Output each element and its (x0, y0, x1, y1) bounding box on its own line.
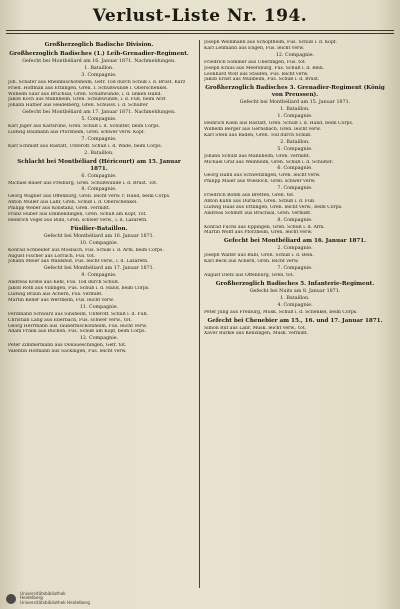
section-subheading: 12. Compagnie. (79, 336, 119, 342)
section-heading: Großherzoglich Badisches 5. Infanterie-Regiment. (215, 280, 375, 287)
section-subheading: 7. Compagnie. (277, 266, 313, 272)
section-subheading: Gefecht bei Montbéliard am 17. Januar 1871. (43, 266, 155, 272)
casualty-entry: Ferdinand Schwarz aus Sinsheim, Unteroff. Schuß i. d. Fuß. (8, 311, 149, 317)
casualty-entry: Ludwig Baumann aus Pforzheim, Gren. schwer verw. Kopf. (8, 129, 145, 135)
section-subheading: Gefecht bei Montbéliard am 17. Januar 1871. Nachmeldungen. (22, 110, 176, 116)
casualty-entry: Johann Hafner aus Heidelberg, Gren. Schussv. i. d. Schulter (8, 103, 148, 109)
section-subheading: 5. Compagnie. (81, 117, 117, 123)
section-subheading: Gefecht bei Montbéliard am 16. Januar 1871. Nachmeldungen. (22, 59, 176, 64)
casualty-entry: Karl Schmidt aus Rastatt, Unteroff. Schuß i. d. Wade, beim Corps. (8, 143, 163, 149)
section-subheading: 6. Compagnie. (277, 166, 313, 172)
section-subheading: 2. Bataillon. (84, 150, 114, 156)
casualty-entry: Philipp Weber aus Konstanz, Gren. vermißt. (8, 206, 111, 212)
casualty-entry: Valentin Hofmann aus Säckingen, Füs. leicht verw. (8, 349, 127, 355)
section-heading: Füsilier-Bataillon. (70, 225, 128, 232)
casualty-entry: Franz Huber aus Emmendingen, Gren. Schuß am Kopf, Tot. (8, 212, 147, 218)
section-subheading: 12. Compagnie. (275, 52, 315, 58)
footer-line-3: Universitätsbibliothek Heidelberg (20, 600, 90, 606)
casualty-entry: Heinrich Vogel aus Bühl, Gren. schwer verw., i. d. Lazareth. (8, 217, 148, 223)
casualty-entry: Johann Schulz aus Mannheim, Gren. vermißt. (204, 153, 311, 159)
section-subheading: 1. Compagnie. (277, 114, 313, 120)
casualty-entry: Joseph Kraus aus Meersburg, Füs. Schuß i. d. Bein. (204, 65, 325, 71)
casualty-entry: August Fischer aus Lörrach, Füs. tot. (8, 253, 96, 259)
section-subheading: 7. Compagnie. (81, 136, 117, 142)
casualty-entry: Karl Jäger aus Karlsruhe, Gren. Schuß i. d. Schulter, beim Corps. (8, 124, 160, 130)
casualty-entry: Karl Beck aus Achern, Gren. leicht verw. (204, 259, 299, 265)
casualty-entry: Peter Jung aus Freiburg, Musk. Schuß i. d. Schenkel, beim Corps. (204, 309, 358, 315)
library-footer (6, 592, 90, 606)
casualty-entry: Christian Lang aus Eberbach, Füs. schwer verw., tot. (8, 317, 132, 323)
casualty-entry: Georg Hahn aus Schwetzingen, Gren. leicht verw. (204, 173, 321, 179)
section-subheading: Gefecht bei Nuits am 8. Januar 1871. (249, 288, 341, 294)
casualty-entry: Andreas Schmitt aus Bruchsal, Gren. vermißt. (204, 210, 312, 216)
casualty-entry: Jakob Koch aus Mannheim, Gren. Schußwunde, i. d. Fuß, beim Arzt (8, 97, 166, 103)
casualty-entry: Joh. Schäfer aus Rheinbischofsheim, Gefr. Tod durch Schuß i. d. Brust. Kurz (8, 79, 186, 85)
title-rule (6, 30, 394, 31)
library-logo-icon (6, 594, 16, 604)
section-subheading: 5. Compagnie. (277, 146, 313, 152)
casualty-entry: Philipp Maier aus Wiesloch, Gren. schwer verw. (204, 179, 316, 185)
casualty-entry: Xaver Bürkle aus Kenzingen, Musk. vermißt. (204, 331, 309, 337)
casualty-entry: Georg Herrmann aus Tauberbischofsheim, Füs. leicht verw. (8, 323, 147, 329)
section-heading: Großherzoglich Badisches 3. Grenadier-Regiment (König von Preussen). (205, 85, 385, 99)
casualty-entry: Georg Wagner aus Offenburg, Gren. leicht verw. r. Hand, beim Corps. (8, 194, 171, 200)
casualty-entry: Heinrich Klein aus Rastatt, Gren. Schuß i. d. Hand, beim Corps. (204, 121, 354, 127)
casualty-entry: Anton Müller aus Lahr, Gren. Schuß i. d. Oberschenkel. (8, 200, 138, 206)
casualty-entry: Fried. Hoffman aus Ettlingen, Gren. I. Schußwunde l. Oberschenkel. (8, 85, 168, 91)
casualty-entry: Michael Bauer aus Freiburg, Gren. Schußwunde i. d. Brust. Tot. (8, 180, 158, 186)
right-column (204, 40, 386, 337)
casualty-entry: Konrad Schneider aus Mosbach, Füs. Schuß i. d. Arm, beim Corps. (8, 247, 164, 253)
casualty-entry: Karl Stein aus Baden, Gren. Tod durch Schuß. (204, 132, 312, 138)
section-subheading: 2. Compagnie. (277, 246, 313, 252)
casualty-entry: Martin Wolff aus Pforzheim, Gren. leicht verw. (204, 230, 313, 236)
section-subheading: 9. Compagnie. (81, 273, 117, 279)
casualty-entry: Anton Kuhn aus Durlach, Gren. Schuß i. d. Fuß. (204, 198, 316, 204)
casualty-entry: Joseph Walter aus Bühl, Gren. Schuß i. d. Bein. (204, 253, 314, 259)
section-heading: Schlacht bei Montbéliard (Héricourt) am 15. Januar 1871. (17, 158, 181, 172)
section-subheading: 2. Bataillon. (280, 139, 310, 145)
section-subheading: 7. Compagnie. (277, 186, 313, 192)
casualty-entry: Karl Lehmann aus Engen, Füs. leicht verw. (204, 45, 305, 51)
casualty-entry: August Dietz aus Offenburg, Gren. tot. (204, 273, 294, 278)
section-subheading: 11. Compagnie. (79, 304, 119, 310)
casualty-entry: Leonhard Wolf aus Staufen, Füs. leicht verw. (204, 71, 309, 77)
section-subheading: Gefecht bei Montbéliard am 16. Januar 1871. (43, 233, 155, 239)
casualty-entry: Peter Zimmermann aus Donaueschingen, Gefr. tot. (8, 343, 127, 349)
left-column (8, 40, 190, 355)
casualty-entry: Wilhelm Saur aus Bruchsal, Gren. Schußwunde, i. d. linken Hand. (8, 91, 162, 97)
casualty-entry: Adam Frank aus Buchen, Füs. Schuß am Kopf, beim Corps. (8, 329, 146, 335)
casualty-entry: Friedrich Böhm aus Bretten, Gren. tot. (204, 193, 295, 199)
casualty-entry: Michael Graf aus Weinheim, Gren. Schuß i. d. Schulter. (204, 159, 333, 165)
section-subheading: 1. Bataillon. (84, 65, 114, 71)
section-subheading: 3. Compagnie. (81, 72, 117, 78)
section-subheading: 1. Bataillon. (280, 107, 310, 113)
footer-line-2: Heidelberg (20, 595, 43, 601)
casualty-entry: Martin Keller aus Wertheim, Füs. leicht verw. (8, 297, 115, 303)
section-subheading: 10. Compagnie. (79, 240, 119, 246)
page-title: Verlust-Liste Nr. 194. (92, 6, 308, 26)
section-subheading: 8. Compagnie. (277, 217, 313, 223)
section-subheading: 6. Compagnie. (81, 173, 117, 179)
column-divider (199, 40, 200, 588)
section-heading: Gefecht bei Chenebier am 15., 16. und 17. Januar 1871. (207, 317, 383, 324)
section-heading: Großherzoglich Badisches (1.) Leib-Grenadier-Regiment. (9, 51, 189, 57)
casualty-entry: Jakob Ernst aus Müllheim, Füs. Schuß i. d. Brust. (204, 77, 320, 83)
title-rule-double (6, 33, 394, 34)
casualty-entry: Wilhelm Berger aus Gernsbach, Gren. leicht verw. (204, 126, 322, 132)
casualty-entry: Friedrich Sommer aus Überlingen, Füs. tot. (204, 59, 307, 65)
casualty-entry: Konrad Fuchs aus Eppingen, Gren. Schuß i. d. Arm. (204, 224, 325, 230)
casualty-entry: Simon Ruf aus Lahr, Musk. leicht verw., tot. (204, 325, 307, 331)
casualty-entry: Ludwig Braun aus Achern, Füs. vermißt. (8, 292, 103, 297)
casualty-entry: Andreas Krebs aus Kehl, Füs. Tod durch Schuß. (8, 280, 120, 286)
section-heading: Gefecht bei Montbéliard am 16. Januar 1871. (223, 238, 367, 245)
section-subheading: 8. Compagnie. (81, 187, 117, 193)
section-subheading: Gefecht bei Montbéliard am 15. Januar 1871. (239, 100, 351, 106)
footer-line-1: Universitätsbibliothek (20, 590, 66, 596)
casualty-entry: Joseph Weinmann aus Schopfheim, Füs. Schuß i. d. Kopf. (204, 40, 337, 45)
casualty-entry: Ludwig Haas aus Ettlingen, Gren. leicht verw., beim Corps. (204, 204, 343, 210)
casualty-entry: Jakob Roth aus Villingen, Füs. Schuß i. d. Hand, beim Corps. (8, 286, 150, 292)
casualty-entry: Johann Meier aus Waldshut, Füs. leicht verw., i. d. Lazareth. (8, 259, 149, 265)
section-subheading: 4. Compagnie. (277, 302, 313, 308)
section-heading: Großherzoglich Badische Division. (44, 42, 154, 48)
section-subheading: 1. Bataillon. (280, 295, 310, 301)
